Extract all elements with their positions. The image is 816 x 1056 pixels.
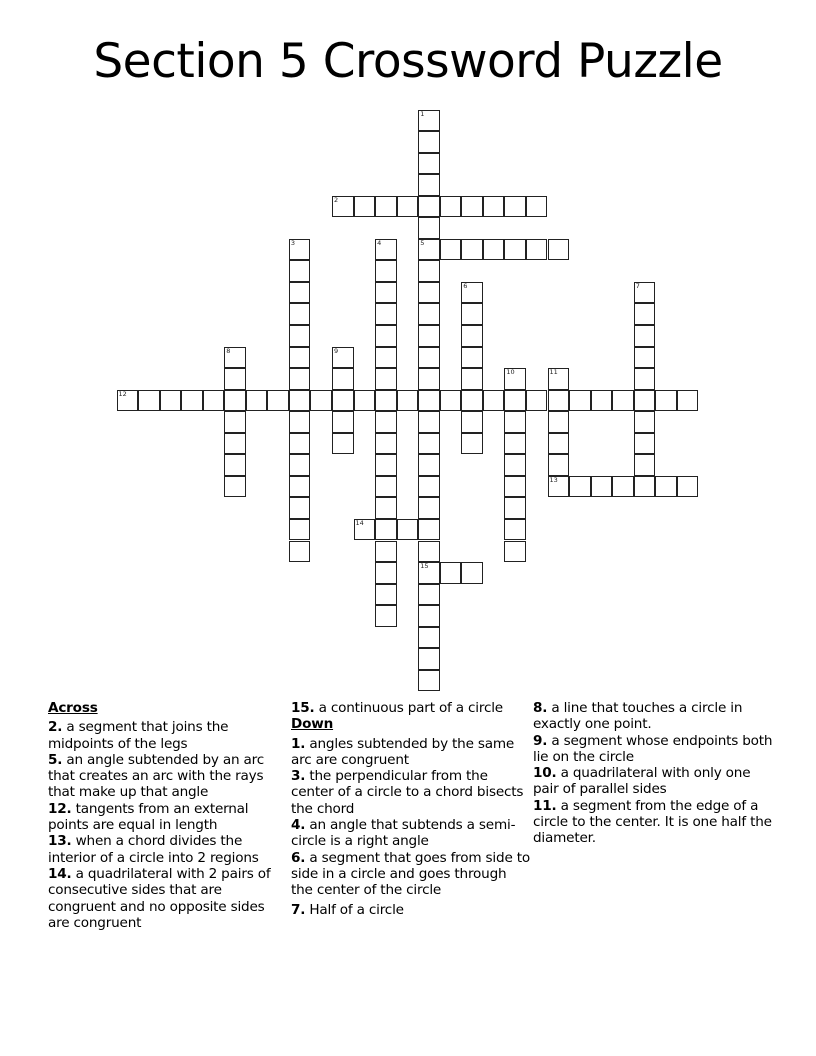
grid-cell[interactable]: [418, 605, 440, 627]
grid-cell[interactable]: [569, 476, 591, 498]
grid-cell[interactable]: [289, 282, 311, 304]
cell-number: 1: [420, 109, 425, 118]
grid-cell[interactable]: [418, 519, 440, 541]
down-clue-6: 6. a segment that goes from side to side in a circle and goes through the center of the circle: [291, 849, 530, 899]
grid-cell[interactable]: [418, 670, 440, 692]
down-clue-11: 11. a segment from the edge of a circle to the center. It is one half the diameter.: [533, 797, 772, 847]
grid-cell[interactable]: [418, 648, 440, 670]
grid-cell[interactable]: [224, 390, 246, 412]
grid-cell[interactable]: [375, 476, 397, 498]
grid-cell[interactable]: [418, 627, 440, 649]
grid-cell[interactable]: [375, 368, 397, 390]
cell-number: 3: [290, 238, 296, 247]
grid-cell[interactable]: [418, 454, 440, 476]
grid-cell[interactable]: [375, 239, 397, 261]
grid-cell[interactable]: [634, 454, 656, 476]
clues-column-2: [291, 700, 531, 918]
grid-cell[interactable]: [418, 541, 440, 563]
grid-cell[interactable]: [634, 282, 656, 304]
grid-cell[interactable]: [612, 476, 634, 498]
grid-cell[interactable]: [634, 476, 656, 498]
down-clue-1: 1. angles subtended by the same arc are congruent: [291, 735, 515, 768]
grid-cell[interactable]: [397, 196, 419, 218]
grid-cell[interactable]: [160, 390, 182, 412]
cell-number: 13: [549, 475, 558, 484]
grid-cell[interactable]: [332, 411, 354, 433]
grid-cell[interactable]: [418, 562, 440, 584]
grid-cell[interactable]: [461, 196, 483, 218]
cell-number: 2: [334, 195, 339, 204]
grid-cell[interactable]: [634, 390, 656, 412]
grid-cell[interactable]: [354, 519, 376, 541]
grid-cell[interactable]: [289, 433, 311, 455]
grid-cell[interactable]: [224, 454, 246, 476]
grid-cell[interactable]: [461, 303, 483, 325]
down-clue-9: 9. a segment whose endpoints both lie on the circle: [533, 732, 773, 765]
grid-cell[interactable]: [548, 239, 570, 261]
grid-cell[interactable]: [224, 411, 246, 433]
grid-cell[interactable]: [418, 174, 440, 196]
page-title: Section 5 Crossword Puzzle: [93, 34, 723, 89]
grid-cell[interactable]: [332, 433, 354, 455]
grid-cell[interactable]: [677, 476, 699, 498]
grid-cell[interactable]: [224, 347, 246, 369]
grid-cell[interactable]: [224, 433, 246, 455]
crossword-grid: [117, 110, 701, 694]
grid-cell[interactable]: [375, 325, 397, 347]
grid-cell[interactable]: [375, 260, 397, 282]
grid-cell[interactable]: [504, 541, 526, 563]
down-clue-10: 10. a quadrilateral with only one pair of parallel sides: [533, 765, 751, 798]
across-clue-13: 13. when a chord divides the interior of a circle into 2 regions: [48, 833, 259, 866]
grid-cell[interactable]: [375, 497, 397, 519]
grid-cell[interactable]: [461, 347, 483, 369]
grid-cell[interactable]: [504, 433, 526, 455]
grid-cell[interactable]: [526, 390, 548, 412]
grid-cell[interactable]: [375, 519, 397, 541]
grid-cell[interactable]: [461, 239, 483, 261]
across-clue-15: 15. a continuous part of a circle: [291, 700, 503, 716]
grid-cell[interactable]: [483, 239, 505, 261]
across-heading: Across: [48, 700, 98, 716]
grid-cell[interactable]: [418, 303, 440, 325]
down-clue-4: 4. an angle that subtends a semi-circle is a right angle: [291, 817, 516, 850]
across-clue-2: 2. a segment that joins the midpoints of the legs: [48, 719, 229, 752]
grid-cell[interactable]: [504, 411, 526, 433]
grid-cell[interactable]: [418, 131, 440, 153]
grid-cell[interactable]: [461, 562, 483, 584]
grid-cell[interactable]: [418, 584, 440, 606]
grid-cell[interactable]: [461, 411, 483, 433]
grid-cell[interactable]: [397, 519, 419, 541]
grid-cell[interactable]: [634, 347, 656, 369]
grid-cell[interactable]: [418, 217, 440, 239]
grid-cell[interactable]: [354, 196, 376, 218]
cell-number: 14: [355, 518, 364, 527]
across-clue-12: 12. tangents from an external points are equal in length: [48, 800, 249, 834]
grid-cell[interactable]: [418, 347, 440, 369]
grid-cell[interactable]: [612, 390, 634, 412]
grid-cell[interactable]: [504, 239, 526, 261]
grid-cell[interactable]: [246, 390, 268, 412]
grid-cell[interactable]: [375, 433, 397, 455]
grid-cell[interactable]: [418, 239, 440, 261]
grid-cell[interactable]: [548, 433, 570, 455]
grid-cell[interactable]: [504, 454, 526, 476]
grid-cell[interactable]: [440, 196, 462, 218]
grid-cell[interactable]: [591, 390, 613, 412]
grid-cell[interactable]: [483, 390, 505, 412]
grid-cell[interactable]: [655, 476, 677, 498]
grid-cell[interactable]: [181, 390, 203, 412]
grid-cell[interactable]: [634, 433, 656, 455]
grid-cell[interactable]: [289, 476, 311, 498]
cell-number: 9: [334, 346, 339, 355]
grid-cell[interactable]: [504, 390, 526, 412]
grid-cell[interactable]: [375, 390, 397, 412]
grid-cell[interactable]: [655, 390, 677, 412]
grid-cell[interactable]: [461, 390, 483, 412]
across-clue-5: 5. an angle subtended by an arc that creates an arc with the rays that make up that angle: [48, 751, 264, 801]
grid-cell[interactable]: [418, 411, 440, 433]
grid-cell[interactable]: [634, 368, 656, 390]
grid-cell[interactable]: [569, 390, 591, 412]
down-clue-3: 3. the perpendicular from the center of a circle to a chord bisects the chord: [291, 768, 524, 817]
grid-cell[interactable]: [289, 497, 311, 519]
grid-cell[interactable]: [418, 110, 440, 132]
grid-cell[interactable]: [375, 454, 397, 476]
cell-number: 6: [463, 281, 468, 290]
grid-cell[interactable]: [634, 303, 656, 325]
grid-cell[interactable]: [332, 347, 354, 369]
grid-cell[interactable]: [138, 390, 160, 412]
grid-cell[interactable]: [397, 390, 419, 412]
grid-cell[interactable]: [461, 325, 483, 347]
grid-cell[interactable]: [418, 196, 440, 218]
grid-cell[interactable]: [418, 390, 440, 412]
down-clue-8: 8. a line that touches a circle in exactly one point.: [533, 700, 743, 733]
grid-cell[interactable]: [375, 196, 397, 218]
grid-cell[interactable]: [289, 239, 311, 261]
grid-cell[interactable]: [289, 519, 311, 541]
grid-cell[interactable]: [461, 433, 483, 455]
cell-number: 8: [226, 346, 231, 355]
grid-cell[interactable]: [548, 476, 570, 498]
grid-cell[interactable]: [440, 239, 462, 261]
grid-cell[interactable]: [461, 368, 483, 390]
grid-cell[interactable]: [526, 196, 548, 218]
grid-cell[interactable]: [332, 196, 354, 218]
grid-cell[interactable]: [461, 282, 483, 304]
grid-cell[interactable]: [289, 325, 311, 347]
grid-cell[interactable]: [548, 368, 570, 390]
clues-column-1: [48, 700, 288, 931]
grid-cell[interactable]: [332, 390, 354, 412]
grid-cell[interactable]: [289, 303, 311, 325]
grid-cell[interactable]: [332, 368, 354, 390]
grid-cell[interactable]: [289, 368, 311, 390]
grid-cell[interactable]: [375, 303, 397, 325]
grid-cell[interactable]: [354, 390, 376, 412]
grid-cell[interactable]: [418, 497, 440, 519]
grid-cell[interactable]: [375, 282, 397, 304]
grid-cell[interactable]: [440, 562, 462, 584]
grid-cell[interactable]: [203, 390, 225, 412]
clues-column-3: [533, 700, 773, 847]
grid-cell[interactable]: [504, 476, 526, 498]
grid-cell[interactable]: [375, 584, 397, 606]
grid-cell[interactable]: [548, 411, 570, 433]
grid-cell[interactable]: [418, 433, 440, 455]
grid-cell[interactable]: [504, 368, 526, 390]
grid-cell[interactable]: [289, 411, 311, 433]
grid-cell[interactable]: [418, 476, 440, 498]
cell-number: 12: [118, 389, 127, 398]
grid-cell[interactable]: [526, 239, 548, 261]
grid-cell[interactable]: [634, 325, 656, 347]
grid-cell[interactable]: [375, 411, 397, 433]
cell-number: 7: [635, 281, 640, 290]
across-clue-14: 14. a quadrilateral with 2 pairs of consecutive sides that are congruent and no opposite sides are congruent: [48, 865, 271, 931]
grid-cell[interactable]: [548, 454, 570, 476]
grid-cell[interactable]: [591, 476, 613, 498]
grid-cell[interactable]: [504, 196, 526, 218]
cell-number: 4: [377, 238, 382, 247]
grid-cell[interactable]: [117, 390, 139, 412]
grid-cell[interactable]: [375, 562, 397, 584]
grid-cell[interactable]: [634, 411, 656, 433]
grid-cell[interactable]: [289, 260, 311, 282]
grid-cell[interactable]: [418, 325, 440, 347]
grid-cell[interactable]: [375, 541, 397, 563]
grid-cell[interactable]: [289, 347, 311, 369]
grid-cell[interactable]: [504, 497, 526, 519]
cell-number: 15: [420, 562, 429, 571]
grid-cell[interactable]: [375, 347, 397, 369]
grid-cell[interactable]: [548, 390, 570, 412]
grid-cell[interactable]: [483, 196, 505, 218]
grid-cell[interactable]: [267, 390, 289, 412]
cell-number: 10: [506, 368, 515, 377]
grid-cell[interactable]: [310, 390, 332, 412]
grid-cell[interactable]: [418, 282, 440, 304]
grid-cell[interactable]: [224, 368, 246, 390]
grid-cell[interactable]: [224, 476, 246, 498]
cell-number: 5: [420, 238, 425, 247]
grid-cell[interactable]: [418, 260, 440, 282]
grid-cell[interactable]: [375, 605, 397, 627]
grid-cell[interactable]: [289, 541, 311, 563]
grid-cell[interactable]: [677, 390, 699, 412]
grid-cell[interactable]: [289, 390, 311, 412]
grid-cell[interactable]: [418, 368, 440, 390]
down-clue-7: 7. Half of a circle: [291, 901, 404, 918]
grid-cell[interactable]: [440, 390, 462, 412]
grid-cell[interactable]: [289, 454, 311, 476]
down-heading: Down: [291, 716, 334, 733]
grid-cell[interactable]: [418, 153, 440, 175]
grid-cell[interactable]: [504, 519, 526, 541]
cell-number: 11: [549, 368, 558, 377]
